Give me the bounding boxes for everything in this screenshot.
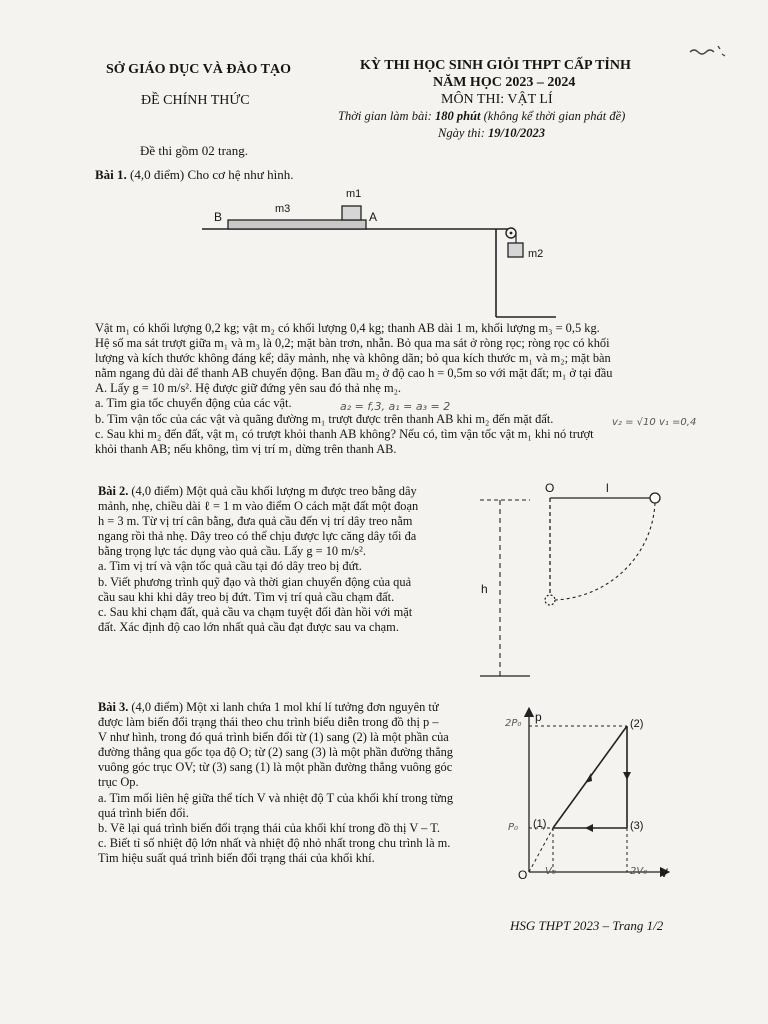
time-line (338, 109, 625, 124)
problem-2-line: bằng trọng lực tác dụng vào quả cầu. Lấy g = 10 m/s². (98, 544, 366, 559)
problem-2-line: ngang rồi thả nhẹ. Dây treo có thể chịu được lực căng dây tối đa (98, 529, 417, 544)
label-o-origin: O (518, 868, 528, 882)
problem-3-line: trục Op. (98, 775, 139, 790)
label-state-3: (3) (630, 820, 644, 832)
page-count-note: Đề thi gồm 02 trang. (140, 143, 248, 158)
problem-3-line: đường thẳng qua gốc tọa độ O; từ (2) sang (3) là một phần đường thẳng (98, 745, 453, 760)
problem-3-line: Tìm hiệu suất quá trình biến đổi trạng thái của khối khí. (98, 850, 375, 865)
problem-3-title: Bài 3. (98, 700, 129, 714)
time-note: (không kể thời gian phát đề) (480, 109, 626, 123)
label-m3: m3 (275, 203, 291, 215)
handwritten-scribble-mark (686, 42, 730, 64)
problem-1-line: Vật m₁ có khối lượng 0,2 kg; vật m₂ có khối lượng 0,4 kg; thanh AB dài 1 m, khối lượng m₃ = 0,5 kg. (95, 321, 600, 335)
problem-1-line: b. Tìm vận tốc của các vật và quãng đường m₁ trượt được trên thanh AB khi m₂ đến mặt đất. (95, 411, 554, 426)
label-m1: m1 (346, 188, 362, 200)
arrow-1-2 (585, 773, 592, 783)
date-line (438, 126, 545, 141)
problem-2-line: b. Viết phương trình quỹ đạo và thời gian chuyển động của quả (98, 574, 412, 589)
problem-3-line: được làm biến đổi trạng thái theo chu trình biểu diễn trong đồ thị p – (98, 715, 439, 730)
problem-3-line: quá trình biến đổi. (98, 805, 189, 820)
problem-1-line: Hệ số ma sát trượt giữa m₁ và m₃ là 0,2; mặt bàn trơn, nhẵn. Bỏ qua ma sát ở ròng rọc; ròng rọc có khối (95, 336, 610, 351)
label-p-axis: p (535, 710, 542, 724)
problem-3-line: b. Vẽ lại quá trình biến đổi trạng thái của khối khí trong đồ thị V – T. (98, 820, 440, 835)
date-prefix: Ngày thi: (438, 126, 488, 140)
problem-2-line: Bài 2. (4,0 điểm) Một quả cầu khối lượng m được treo bằng dây (98, 484, 417, 498)
swing-arc (555, 503, 655, 600)
handwritten-note-1b: v₂ = √10 v₁ =0,4 (612, 417, 697, 428)
label-h: h (481, 582, 488, 596)
problem-1-line: khỏi thanh AB; nếu không, tìm vị trí m₁ dừng trên thanh AB. (95, 441, 397, 456)
problem-1-score: (4,0 điểm) Cho cơ hệ như hình. (126, 167, 294, 182)
label-o-pendulum: O (545, 481, 555, 495)
label-state-2: (2) (630, 718, 644, 730)
problem-1-line: nằm ngang đủ dài để thanh AB chuyển động. Ban đầu m₂ ở độ cao h = 0,5m so với mặt đất; m₁ ở tại đầu (95, 366, 613, 381)
time-prefix: Thời gian làm bài: (338, 109, 435, 123)
problem-3-line: c. Biết tỉ số nhiệt độ lớn nhất và nhiệt độ nhỏ nhất trong chu trình là m. (98, 835, 451, 850)
handwritten-v0: V₀ (545, 866, 556, 877)
ball-lowest (545, 595, 555, 605)
problem-3-line: V như hình, trong đó quá trình biến đổi từ (1) sang (2) là một phần của (98, 730, 449, 745)
problem-1-text (95, 321, 612, 457)
pulley-axle (510, 232, 513, 235)
figure-problem-1 (200, 183, 560, 323)
problem-2-line: mảnh, nhẹ, chiều dài ℓ = 1 m vào điểm O cách mặt đất một đoạn (98, 499, 419, 514)
problem-2-line: h = 3 m. Từ vị trí cân bằng, đưa quả cầu đến vị trí dây treo nằm (98, 514, 413, 529)
label-l: l (606, 481, 609, 495)
problem-1-line: c. Sau khi m₂ đến đất, vật m₁ có trượt khỏi thanh AB không? Nếu có, tìm vận tốc vật m₁ khi nó trượt (95, 426, 594, 441)
exam-title: KỲ THI HỌC SINH GIỎI THPT CẤP TỈNH (360, 58, 631, 73)
rod-ab (228, 220, 366, 229)
page-footer: HSG THPT 2023 – Trang 1/2 (510, 918, 664, 933)
problem-3-line: Bài 3. (4,0 điểm) Một xi lanh chứa 1 mol khí lí tưởng đơn nguyên tử (98, 700, 439, 714)
label-b: B (214, 210, 223, 224)
arrow-2-3 (623, 772, 631, 780)
label-v-axis: V (660, 866, 669, 880)
date-value: 19/10/2023 (488, 126, 545, 140)
problem-1-title: Bài 1. (95, 167, 127, 182)
problem-1-line: a. Tìm gia tốc chuyển động của các vật. (95, 396, 292, 411)
figure-problem-3-pv-diagram (505, 700, 685, 885)
problem-2-line: c. Sau khi chạm đất, quả cầu va chạm tuyệt đối đàn hồi với mặt (98, 604, 413, 619)
problem-1-line: lượng và kích thước không đáng kể; dây mảnh, nhẹ và không dãn; bỏ qua kích thước m₁ và m₂; mặt bàn (95, 351, 611, 366)
problem-3-line: vuông góc trục OV; từ (3) sang (1) là một phần đường thẳng vuông góc (98, 760, 453, 775)
problem-1-heading (95, 167, 293, 182)
department-name: SỞ GIÁO DỤC VÀ ĐÀO TẠO (106, 62, 292, 77)
problem-2-line: cầu sau khi khi dây treo bị đứt. Tìm vị trí quả cầu chạm đất. (98, 589, 395, 604)
handwritten-p0: P₀ (508, 822, 519, 833)
label-state-1: (1) (533, 818, 547, 830)
block-m1 (342, 206, 361, 220)
problem-2-line: đất. Xác định độ cao lớn nhất quả cầu đạt được sau va chạm. (98, 619, 399, 634)
time-value: 180 phút (434, 109, 481, 123)
problem-2-text (98, 484, 418, 635)
handwritten-2p0: 2P₀ (505, 718, 522, 729)
block-m2 (508, 243, 523, 257)
label-a: A (369, 210, 378, 224)
problem-2-title: Bài 2. (98, 484, 129, 498)
problem-1-line: A. Lấy g = 10 m/s². Hệ được giữ đứng yên sau đó thả nhẹ m₂. (95, 381, 402, 396)
problem-3-text (98, 700, 453, 866)
ball-horizontal (650, 493, 660, 503)
arrow-3-1 (585, 824, 593, 832)
handwritten-note-1a: a₂ = f,3, a₁ = a₃ = 2 (340, 400, 451, 413)
problem-2-line: a. Tìm vị trí và vận tốc quả cầu tại đó dây treo bị đứt. (98, 559, 362, 574)
subject: MÔN THI: VẬT LÍ (441, 92, 553, 107)
label-m2: m2 (528, 248, 544, 260)
figure-problem-2 (475, 488, 675, 688)
school-year: NĂM HỌC 2023 – 2024 (433, 75, 576, 90)
official-label: ĐỀ CHÍNH THỨC (141, 93, 250, 108)
handwritten-2v0: 2V₀ (630, 866, 648, 877)
problem-3-line: a. Tìm mối liên hệ giữa thể tích V và nhiệt độ T của khối khí trong từng (98, 790, 454, 805)
